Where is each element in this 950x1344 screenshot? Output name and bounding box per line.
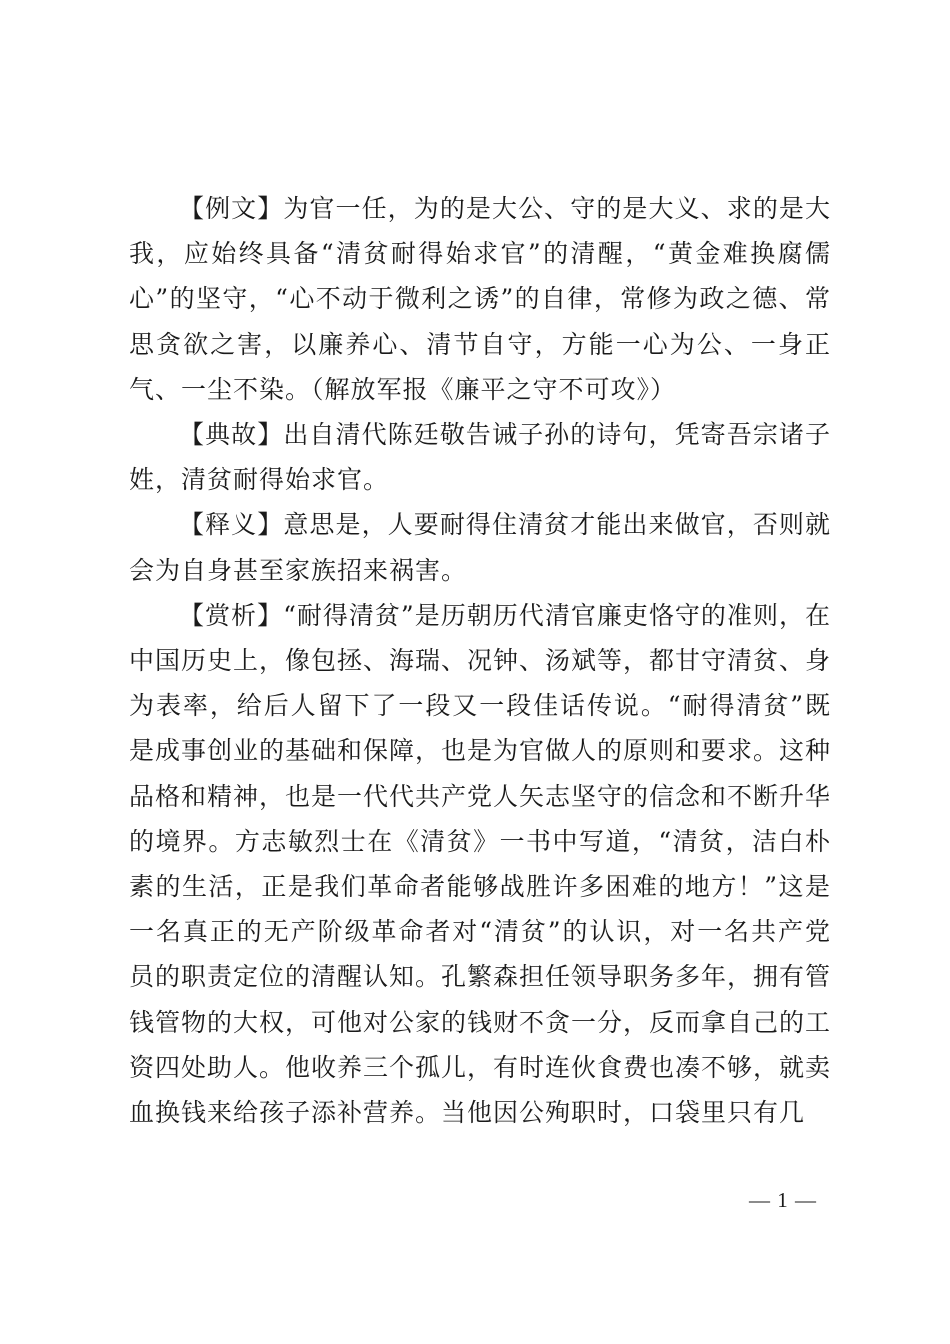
body-text	[129, 186, 831, 1135]
paragraph-interpretation: 【释义】意思是，人要耐得住清贫才能出来做官，否则就会为自身甚至家族招来祸害。	[129, 510, 831, 585]
paragraph-example: 【例文】为官一任，为的是大公、守的是大义、求的是大我，应始终具备“清贫耐得始求官”的清醒，“黄金难换腐儒心”的坚守，“心不动于微利之诱”的自律，常修为政之德、常思贪欲之害，以廉养心、清节自守，方能一心为公、一身正气、一尘不染。（解放军报《廉平之守不可攻》）	[129, 194, 831, 404]
paragraph-allusion: 【典故】出自清代陈廷敬告诫子孙的诗句，凭寄吾宗诸子姓，清贫耐得始求官。	[129, 420, 831, 495]
paragraph-appreciation: 【赏析】“耐得清贫”是历朝历代清官廉吏恪守的准则，在中国历史上，像包拯、海瑞、况钟、汤斌等，都甘守清贫、身为表率，给后人留下了一段又一段佳话传说。“耐得清贫”既是成事创业的基础和保障，也是为官做人的原则和要求。这种品格和精神，也是一代代共产党人矢志坚守的信念和不断升华的境界。方志敏烈士在《清贫》一书中写道，“清贫，洁白朴素的生活，正是我们革命者能够战胜许多困难的地方！”这是一名真正的无产阶级革命者对“清贫”的认识，对一名共产党员的职责定位的清醒认知。孔繁森担任领导职务多年，拥有管钱管物的大权，可他对公家的钱财不贪一分，反而拿自己的工资四处助人。他收养三个孤儿，有时连伙食费也凑不够，就卖血换钱来给孩子添补营养。当他因公殉职时，口袋里只有几	[129, 600, 832, 1128]
page-number: — 1 —	[749, 1188, 817, 1212]
